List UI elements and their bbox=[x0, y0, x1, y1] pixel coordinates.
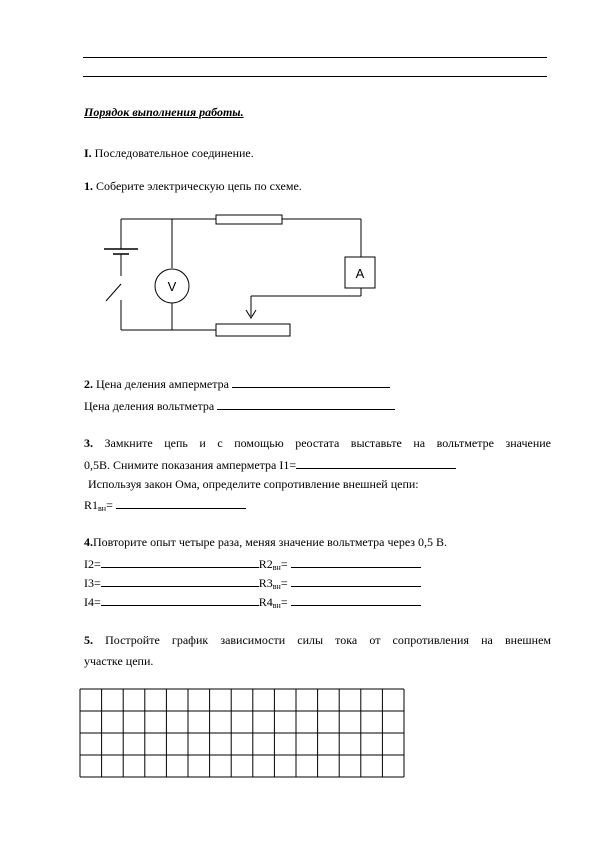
r-equals: = bbox=[280, 576, 291, 590]
r1-equals: = bbox=[106, 498, 116, 512]
section-1-number: I. bbox=[84, 146, 92, 160]
page-heading: Порядок выполнения работы. bbox=[84, 105, 244, 119]
step-5-number: 5. bbox=[84, 633, 93, 647]
r1-subscript: вн bbox=[98, 504, 107, 513]
step-1-number: 1. bbox=[84, 179, 93, 193]
r-subscript: вн bbox=[272, 601, 281, 610]
step-3-text-1: Замкните цепь и с помощью реостата выставьте на вольтметре значение bbox=[104, 436, 551, 450]
i-label: I2= bbox=[84, 557, 101, 571]
r-subscript: вн bbox=[272, 563, 281, 572]
section-1-text: Последовательное соединение. bbox=[94, 146, 254, 160]
step-5-text-1: Постройте график зависимости силы тока от сопротивления на внешнем bbox=[105, 633, 551, 647]
r-label: R3 bbox=[258, 576, 273, 590]
ammeter-division-label: Цена деления амперметра bbox=[96, 377, 229, 391]
r-label: R2 bbox=[258, 557, 273, 571]
step-4-number: 4. bbox=[84, 535, 93, 549]
voltmeter-division-label: Цена деления вольтметра bbox=[84, 399, 215, 413]
r-label: R4 bbox=[258, 595, 273, 609]
i-label: I3= bbox=[84, 576, 101, 590]
step-5-text-2: участке цепи. bbox=[84, 654, 154, 668]
voltmeter-label: V bbox=[167, 279, 177, 294]
r-equals: = bbox=[280, 595, 291, 609]
r1-label: R1 bbox=[84, 498, 99, 512]
step-3-text-3: Используя закон Ома, определите сопротивление внешней цепи: bbox=[88, 477, 419, 491]
i-label: I4= bbox=[84, 595, 101, 609]
step-2-number: 2. bbox=[84, 377, 93, 391]
r-equals: = bbox=[280, 557, 291, 571]
r-subscript: вн bbox=[272, 582, 281, 591]
step-4-text: Повторите опыт четыре раза, меняя значение вольтметра через 0,5 В. bbox=[93, 535, 448, 549]
step-1-text: Соберите электрическую цепь по схеме. bbox=[96, 179, 302, 193]
step-3-text-2: 0,5В. Снимите показания амперметра I1= bbox=[84, 458, 297, 472]
ammeter-label: A bbox=[355, 266, 365, 281]
step-3-number: 3. bbox=[84, 436, 93, 450]
